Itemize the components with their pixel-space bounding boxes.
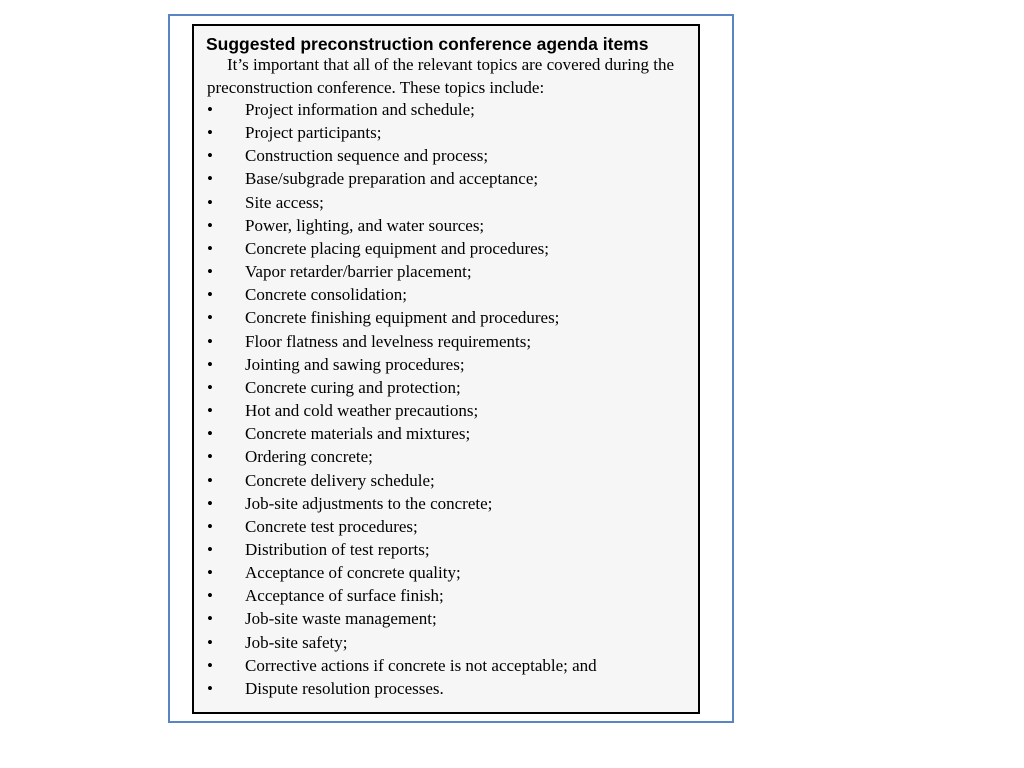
bullet-icon: • bbox=[207, 678, 213, 698]
bullet-icon: • bbox=[207, 563, 213, 583]
bullet-icon: • bbox=[207, 655, 213, 675]
bullet-icon: • bbox=[207, 146, 213, 166]
bullet-icon: • bbox=[207, 215, 213, 235]
document-title: Suggested preconstruction conference agenda items bbox=[206, 34, 649, 54]
bullet-icon: • bbox=[207, 609, 213, 629]
bullet-icon: • bbox=[207, 192, 213, 212]
bullet-icon: • bbox=[207, 238, 213, 258]
list-item-text: Concrete finishing equipment and procedures; bbox=[245, 308, 560, 328]
bullet-icon: • bbox=[207, 632, 213, 652]
list-item-text: Concrete test procedures; bbox=[245, 516, 418, 536]
list-item-text: Concrete consolidation; bbox=[245, 285, 407, 305]
list-item-text: Vapor retarder/barrier placement; bbox=[245, 262, 472, 282]
bullet-icon: • bbox=[207, 401, 213, 421]
list-item-text: Concrete materials and mixtures; bbox=[245, 424, 471, 444]
list-item-text: Concrete curing and protection; bbox=[245, 377, 461, 397]
bullet-icon: • bbox=[207, 308, 213, 328]
list-item-text: Acceptance of surface finish; bbox=[245, 586, 444, 606]
list-item-text: Jointing and sawing procedures; bbox=[245, 354, 465, 374]
list-item-text: Dispute resolution processes. bbox=[245, 678, 444, 698]
bullet-icon: • bbox=[207, 516, 213, 536]
list-item-text: Project participants; bbox=[245, 123, 382, 143]
bullet-icon: • bbox=[207, 470, 213, 490]
bullet-icon: • bbox=[207, 169, 213, 189]
bullet-icon: • bbox=[207, 100, 213, 119]
list-item-text: Acceptance of concrete quality; bbox=[245, 563, 461, 583]
list-item-text: Corrective actions if concrete is not acceptable; and bbox=[245, 655, 597, 675]
list-item-text: Concrete placing equipment and procedures; bbox=[245, 238, 549, 258]
list-item-text: Power, lighting, and water sources; bbox=[245, 215, 485, 235]
list-item-text: Job-site waste management; bbox=[245, 609, 437, 629]
bullet-icon: • bbox=[207, 377, 213, 397]
bullet-icon: • bbox=[207, 447, 213, 467]
bullet-icon: • bbox=[207, 424, 213, 444]
bullet-icon: • bbox=[207, 331, 213, 351]
list-item-text: Site access; bbox=[245, 192, 324, 212]
bullet-icon: • bbox=[207, 123, 213, 143]
list-item-text: Job-site safety; bbox=[245, 632, 348, 652]
bullet-icon: • bbox=[207, 262, 213, 282]
list-item-text: Hot and cold weather precautions; bbox=[245, 401, 479, 421]
intro-paragraph: It’s important that all of the relevant topics are covered during the preconstruction conference. These topics include: bbox=[207, 55, 675, 98]
list-item-text: Distribution of test reports; bbox=[245, 539, 430, 559]
list-item-text: Concrete delivery schedule; bbox=[245, 470, 435, 490]
list-item-text: Ordering concrete; bbox=[245, 447, 373, 467]
list-item-text: Floor flatness and levelness requirements; bbox=[245, 331, 532, 351]
bullet-icon: • bbox=[207, 586, 213, 606]
list-item-text: Project information and schedule; bbox=[245, 100, 475, 119]
bullet-icon: • bbox=[207, 539, 213, 559]
bullet-icon: • bbox=[207, 354, 213, 374]
list-item-text: Base/subgrade preparation and acceptance; bbox=[245, 169, 539, 189]
bullet-icon: • bbox=[207, 493, 213, 513]
list-item-text: Job-site adjustments to the concrete; bbox=[245, 493, 493, 513]
bullet-icon: • bbox=[207, 285, 213, 305]
list-item-text: Construction sequence and process; bbox=[245, 146, 489, 166]
